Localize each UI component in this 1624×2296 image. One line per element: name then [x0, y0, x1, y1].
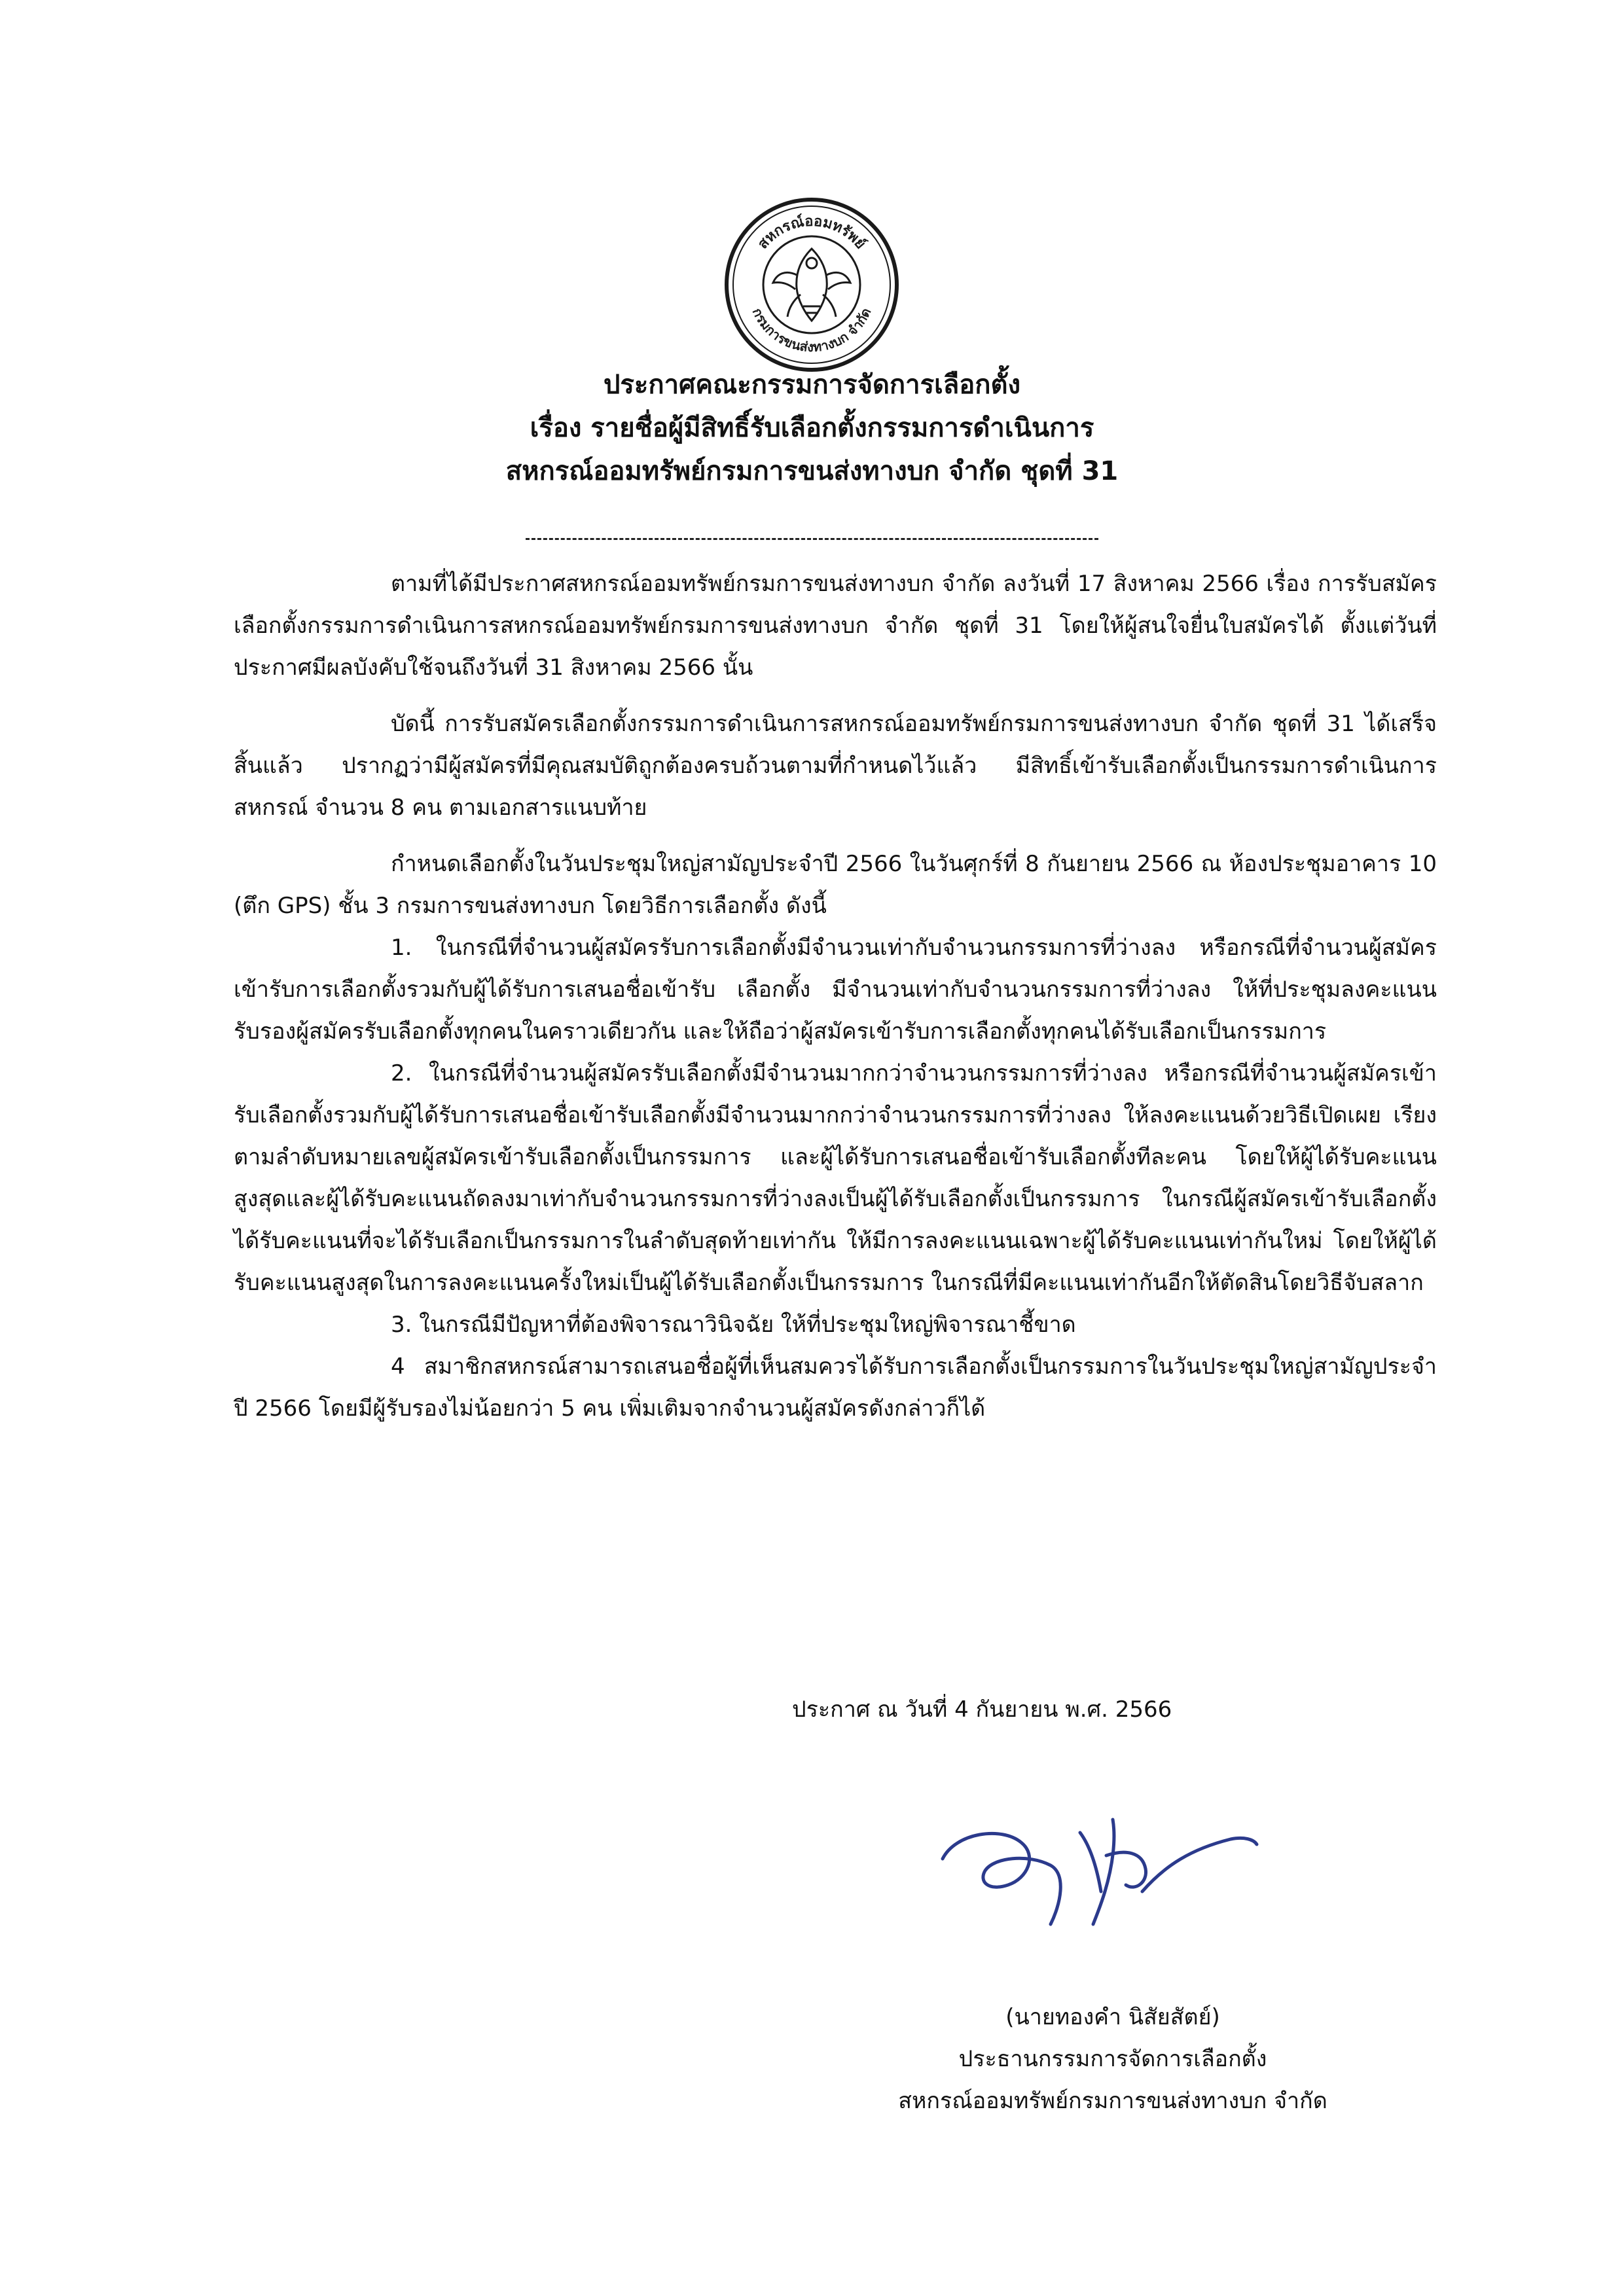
paragraph-3: กำหนดเลือกตั้งในวันประชุมใหญ่สามัญประจำปี 2566 ในวันศุกร์ที่ 8 กันยายน 2566 ณ ห้องประชุมอาคาร 10 (ตึก GPS) ชั้น 3 กรมการขนส่งทางบก โดยวิธีการเลือกตั้ง ดังนี้ [234, 851, 1437, 919]
title-line-1: ประกาศคณะกรรมการจัดการเลือกตั้ง [603, 370, 1020, 400]
announcement-body [234, 563, 1437, 1429]
svg-text:สหกรณ์ออมทรัพย์: สหกรณ์ออมทรัพย์ [754, 213, 869, 253]
handwritten-signature [916, 1793, 1283, 1944]
title-line-3: สหกรณ์ออมทรัพย์กรมการขนส่งทางบก จำกัด ชุดที่ 31 [505, 456, 1119, 486]
svg-text:กรมการขนส่งทางบก จำกัด: กรมการขนส่งทางบก จำกัด [749, 305, 875, 355]
signer-name: (นายทองคำ นิสัยสัตย์) [1005, 2004, 1220, 2030]
election-rule-3: 3. ในกรณีมีปัญหาที่ต้องพิจารณาวินิจฉัย ให้ที่ประชุมใหญ่พิจารณาชี้ขาด [391, 1312, 1076, 1338]
announcement-title [196, 363, 1428, 493]
title-divider [526, 538, 1098, 540]
election-rule-4: 4 สมาชิกสหกรณ์สามารถเสนอชื่อผู้ที่เห็นสมควรได้รับการเลือกตั้งเป็นกรรมการในวันประชุมใหญ่สามัญประจำปี 2566 โดยมีผู้รับรองไม่น้อยกว่า 5 คน เพิ่มเติมจากจำนวนผู้สมัครดังกล่าวก็ได้ [234, 1354, 1437, 1422]
signer-organization: สหกรณ์ออมทรัพย์กรมการขนส่งทางบก จำกัด [898, 2088, 1327, 2114]
garuda-emblem-icon [773, 249, 850, 321]
election-rule-1: 1. ในกรณีที่จำนวนผู้สมัครรับการเลือกตั้งมีจำนวนเท่ากับจำนวนกรรมการที่ว่างลง หรือกรณีที่จำนวนผู้สมัครเข้ารับการเลือกตั้งรวมกับผู้ได้รับการเสนอชื่อเข้ารับ เลือกตั้ง มีจำนวนเท่ากับจำนวนกรรมการที่ว่างลง ให้ที่ประชุมลงคะแนนรับรองผู้สมัครรับเลือกตั้งทุกคนในคราวเดียวกัน และให้ถือว่าผู้สมัครเข้ารับการเลือกตั้งทุกคนได้รับเลือกเป็นกรรมการ [234, 935, 1437, 1045]
cooperative-seal-logo [723, 196, 900, 373]
announcement-date: ประกาศ ณ วันที่ 4 กันยายน พ.ศ. 2566 [792, 1696, 1172, 1723]
election-rule-2: 2. ในกรณีที่จำนวนผู้สมัครรับเลือกตั้งมีจำนวนมากกว่าจำนวนกรรมการที่ว่างลง หรือกรณีที่จำนวนผู้สมัครเข้ารับเลือกตั้งรวมกับผู้ได้รับการเสนอชื่อเข้ารับเลือกตั้งมีจำนวนมากกว่าจำนวนกรรมการที่ว่างลง ให้ลงคะแนนด้วยวิธีเปิดเผย เรียงตามลำดับหมายเลขผู้สมัครเข้ารับเลือกตั้งเป็นกรรมการ และผู้ได้รับการเสนอชื่อเข้ารับเลือกตั้งทีละคน โดยให้ผู้ได้รับคะแนนสูงสุดและผู้ได้รับคะแนนถัดลงมาเท่ากับจำนวนกรรมการที่ว่างลงเป็นผู้ได้รับเลือกตั้งเป็นกรรมการ ในกรณีผู้สมัครเข้ารับเลือกตั้งได้รับคะแนนที่จะได้รับเลือกเป็นกรรมการในลำดับสุดท้ายเท่ากัน ให้มีการลงคะแนนเฉพาะผู้ได้รับคะแนนเท่ากันใหม่ โดยให้ผู้ได้รับคะแนนสูงสุดในการลงคะแนนครั้งใหม่เป็นผู้ได้รับเลือกตั้งเป็นกรรมการ ในกรณีที่มีคะแนนเท่ากันอีกให้ตัดสินโดยวิธีจับสลาก [234, 1060, 1437, 1296]
signer-position: ประธานกรรมการจัดการเลือกตั้ง [958, 2046, 1267, 2072]
paragraph-2: บัดนี้ การรับสมัครเลือกตั้งกรรมการดำเนินการสหกรณ์ออมทรัพย์กรมการขนส่งทางบก จำกัด ชุดที่ 31 ได้เสร็จสิ้นแล้ว ปรากฏว่ามีผู้สมัครที่มีคุณสมบัติถูกต้องครบถ้วนตามที่กำหนดไว้แล้ว มีสิทธิ์เข้ารับเลือกตั้งเป็นกรรมการดำเนินการสหกรณ์ จำนวน 8 คน ตามเอกสารแนบท้าย [234, 711, 1437, 821]
paragraph-1: ตามที่ได้มีประกาศสหกรณ์ออมทรัพย์กรมการขนส่งทางบก จำกัด ลงวันที่ 17 สิงหาคม 2566 เรื่อง การรับสมัครเลือกตั้งกรรมการดำเนินการสหกรณ์ออมทรัพย์กรมการขนส่งทางบก จำกัด ชุดที่ 31 โดยให้ผู้สนใจยื่นใบสมัครได้ ตั้งแต่วันที่ประกาศมีผลบังคับใช้จนถึงวันที่ 31 สิงหาคม 2566 นั้น [234, 571, 1437, 681]
title-line-2: เรื่อง รายชื่อผู้มีสิทธิ์รับเลือกตั้งกรรมการดำเนินการ [530, 413, 1094, 443]
signer-block [746, 1996, 1479, 2122]
